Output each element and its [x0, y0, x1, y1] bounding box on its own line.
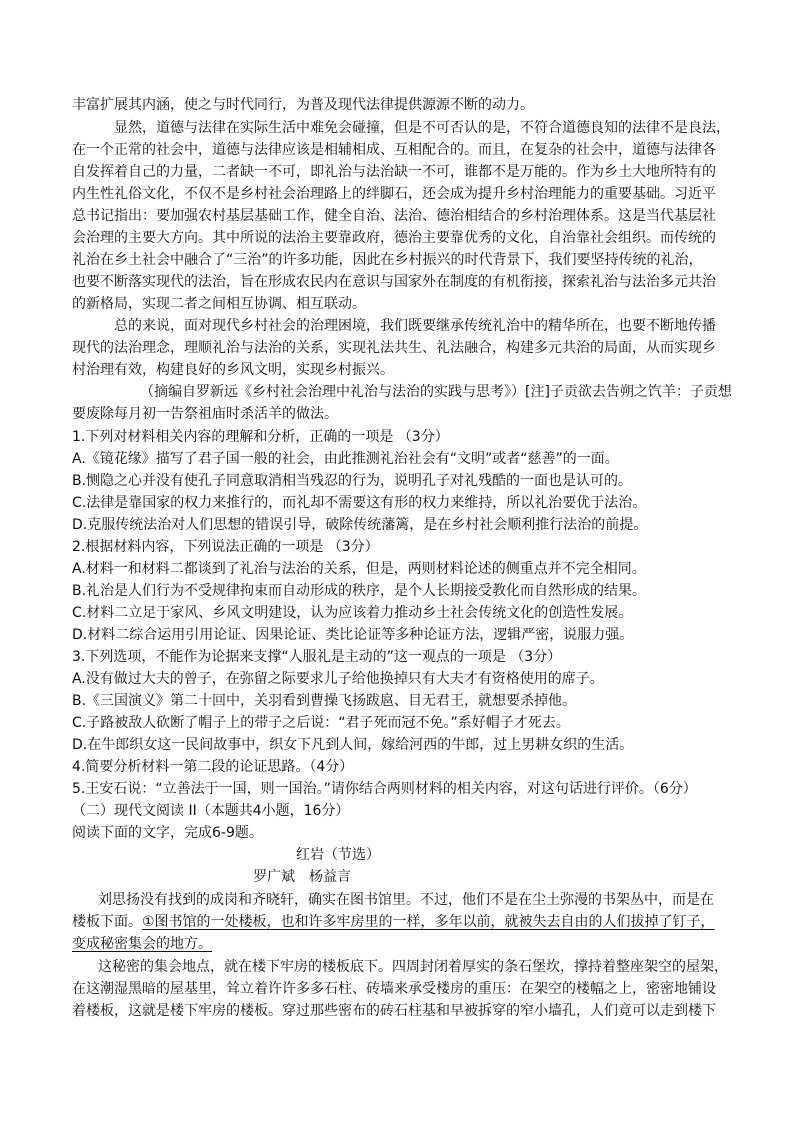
question-4: 4.简要分析材料一第二段的论证思路。（4分）	[72, 759, 354, 775]
paragraph-start-line: 总的来说，面对现代乡村社会的治理困境，我们既要继承传统礼治中的精华所在，也要不断地传播	[114, 318, 716, 334]
option-3a: A.没有做过大夫的曾子，在弥留之际要求儿子给他换掉只有大夫才有资格使用的席子。	[72, 671, 604, 687]
option-2c: C.材料二立足于家风、乡风文明建设，认为应该着力推动乡土社会传统文化的创造性发展。	[72, 605, 633, 621]
text-line: 也要不断落实现代的法治，旨在形成农民内在意识与国家外在制度的有机衔接，探索礼治与法治多元共治	[72, 274, 716, 290]
passage-authors: 罗广斌 杨益言	[253, 869, 351, 885]
source-citation: （摘编自罗新远《乡村社会治理中礼治与法治的实践与思考》）[注]子贡欲去告朔之饩羊：子贡想	[140, 384, 732, 400]
paragraph-start-line: 显然，道德与法律在实际生活中难免会碰撞，但是不可否认的是，不符合道德良知的法律不是良法，	[114, 120, 730, 136]
option-2a: A.材料一和材料二都谈到了礼治与法治的关系，但是，两则材料论述的侧重点并不完全相同。	[72, 561, 646, 577]
paragraph-start-line: 这秘密的集会地点，就在楼下牢房的楼板底下。四周封闭着厚实的条石堡坎，撑持着整座架空的屋架，	[98, 959, 728, 975]
text-line: 内生性礼俗文化，不仅不是乡村社会治理路上的绊脚石，还会成为提升乡村治理能力的重要基础。习近平	[72, 186, 716, 202]
reading-instruction: 阅读下面的文字，完成6-9题。	[72, 825, 263, 841]
text-line: 着楼板，这就是楼下牢房的楼板。穿过那些密布的砖石柱基和早被拆穿的窄小墙孔，人们竟可以走到楼下	[72, 1003, 716, 1019]
text-line: 村治理有效，构建良好的乡风文明，实现乡村振兴。	[72, 362, 394, 378]
option-1c: C.法律是靠国家的权力来推行的，而礼却不需要这有形的权力来维持，所以礼治要优于法治。	[72, 495, 647, 511]
option-2d: D.材料二综合运用引用论证、因果论证、类比论证等多种论证方法，逻辑严密，说服力强。	[72, 627, 634, 643]
text-line	[72, 911, 732, 933]
text-line: 会治理的主要大方向。其中所说的法治主要靠政府，德治主要靠优秀的文化，自治靠社会组织。而传统的	[72, 230, 716, 246]
section-heading: （二）现代文阅读 II（本题共4小题，16分）	[72, 803, 350, 819]
text-line: 在这潮湿黑暗的屋基里，耸立着许许多多石柱、砖墙来承受楼房的重压：在架空的楼幅之上，密密地铺设	[72, 981, 716, 997]
text-line: 现代的法治理念，理顺礼治与法治的关系，实现礼法共生、礼法融合，构建多元共治的局面，从而实现乡	[72, 340, 716, 356]
option-3c: C.子路被敌人砍断了帽子上的带子之后说：“君子死而冠不免。”系好帽子才死去。	[72, 715, 570, 731]
text-line: 自发挥着自己的力量，二者缺一不可，即礼治与法治缺一不可，谁都不是万能的。作为乡土大地所特有的	[72, 164, 716, 180]
text-segment: 楼板下面。	[72, 914, 142, 930]
option-3b: B.《三国演义》第二十回中，关羽看到曹操飞扬跋扈、目无君王，就想要杀掉他。	[72, 693, 577, 709]
option-1d: D.克服传统法治对人们思想的错误引导，破除传统藩篱，是在乡村社会顺利推行法治的前提。	[72, 517, 648, 533]
passage-title: 红岩（节选）	[296, 847, 380, 863]
option-1a: A.《镜花缘》描写了君子国一般的社会，由此推测礼治社会有“文明”或者“慈善”的一面。	[72, 451, 619, 467]
option-3d: D.在牛郎织女这一民间故事中，织女下凡到人间，嫁给河西的牛郎，过上男耕女织的生活。	[72, 737, 634, 753]
underlined-sentence-continued: 变成秘密集会的地方。	[72, 936, 212, 952]
question-1: 1.下列对材料相关内容的理解和分析，正确的一项是 （3分）	[72, 429, 449, 445]
text-line: 丰富扩展其内涵，使之与时代同行，为普及现代法律提供源源不断的动力。	[72, 97, 534, 113]
text-line	[72, 933, 732, 955]
paragraph-start-line: 刘思扬没有找到的成岗和齐晓轩，确实在图书馆里。不过，他们不是在尘土弥漫的书架丛中，而是在	[98, 892, 714, 908]
question-5: 5.王安石说：“立善法于一国，则一国治。”请你结合两则材料的相关内容，对这句话进行评价。（6分）	[72, 781, 697, 797]
option-2b: B.礼治是人们行为不受规律拘束而自动形成的秩序，是个人长期接受教化而自然形成的结果。	[72, 583, 647, 599]
question-3: 3.下列选项，不能作为论据来支撑“人服礼是主动的”这一观点的一项是 （3分）	[72, 649, 562, 665]
option-1b: B.恻隐之心并没有使孔子同意取消相当残忍的行为，说明孔子对礼残酷的一面也是认可的。	[72, 473, 633, 489]
text-line: 总书记指出：要加强农村基层基础工作，健全自治、法治、德治相结合的乡村治理体系。这是当代基层社	[72, 208, 716, 224]
question-2: 2.根据材料内容，下列说法正确的一项是 （3分）	[72, 539, 379, 555]
text-line: 礼治在乡土社会中融合了“三治”的许多功能，因此在乡村振兴的时代背景下，我们要坚持传统的礼治，	[72, 252, 703, 268]
note-line: 要废除每月初一告祭祖庙时杀活羊的做法。	[72, 406, 338, 422]
underlined-sentence: ①图书馆的一处楼板，也和许多牢房里的一样，多年以前，就被失去自由的人们拔掉了钉子，	[142, 914, 715, 930]
text-line: 的新格局，实现二者之间相互协调、相互联动。	[72, 296, 366, 312]
text-line: 在一个正常的社会中，道德与法律应该是相辅相成、互相配合的。而且，在复杂的社会中，道德与法律各	[72, 142, 716, 158]
